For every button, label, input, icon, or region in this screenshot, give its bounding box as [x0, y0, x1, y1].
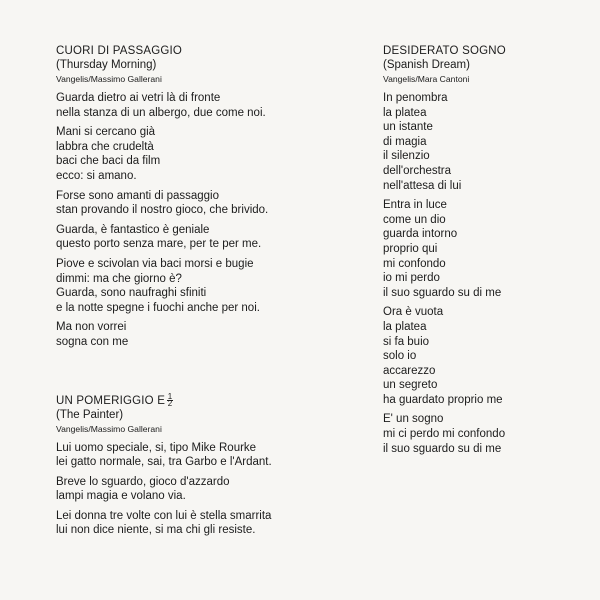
lyric-line: nell'attesa di lui	[383, 179, 462, 192]
lyric-line: la platea	[383, 106, 427, 119]
lyric-line: In penombra	[383, 92, 448, 104]
lyric-line: Entra in luce	[383, 199, 447, 212]
lyric-line: lampi magia e volano via.	[56, 490, 186, 503]
stanza	[383, 198, 583, 300]
left-column	[56, 44, 346, 543]
lyric-line: accarezzo	[383, 364, 436, 377]
lyric-line: questo porto senza mare, per te per me.	[56, 238, 262, 251]
song-subtitle: (Thursday Morning)	[56, 59, 157, 71]
lyric-line: e la notte spegne i fuochi anche per noi.	[56, 301, 260, 314]
lyric-line: nella stanza di un albergo, due come noi.	[56, 106, 266, 119]
song-title: CUORI DI PASSAGGIO	[56, 45, 183, 57]
lyric-line: la platea	[383, 320, 427, 333]
lyric-line: guarda intorno	[383, 228, 458, 241]
lyric-line: un istante	[383, 121, 433, 134]
stanza	[383, 305, 583, 407]
song-credits: Vangelis/Mara Cantoni	[383, 74, 470, 84]
song-subtitle: (Spanish Dream)	[383, 59, 470, 71]
stanza	[56, 257, 346, 315]
stanza	[56, 441, 346, 470]
stanza	[56, 320, 346, 349]
lyric-line: proprio qui	[383, 242, 438, 255]
lyric-line: Lui uomo speciale, si, tipo Mike Rourke	[56, 441, 257, 454]
lyric-line: Breve lo sguardo, gioco d'azzardo	[56, 475, 230, 488]
lyric-line: Ora è vuota	[383, 306, 444, 319]
lyric-line: di magia	[383, 135, 427, 148]
lyric-line: il suo sguardo su di me	[383, 286, 502, 299]
lyric-line: il suo sguardo su di me	[383, 442, 502, 455]
lyric-line: ecco: si amano.	[56, 169, 137, 182]
lyrics	[56, 91, 346, 350]
song-title: DESIDERATO SOGNO	[383, 45, 506, 57]
fraction-numerator: 1	[167, 391, 173, 401]
title-fraction	[167, 391, 173, 408]
lyric-line: mi confondo	[383, 257, 446, 270]
lyric-line: il silenzio	[383, 150, 430, 163]
fraction-denominator: 2	[167, 398, 173, 408]
lyric-line: dimmi: ma che giorno è?	[56, 272, 182, 285]
lyric-line: Piove e scivolan via baci morsi e bugie	[56, 257, 254, 270]
lyric-line: solo io	[383, 350, 417, 363]
song-title	[56, 391, 346, 408]
stanza	[56, 91, 346, 120]
right-column	[383, 44, 583, 461]
stanza	[56, 509, 346, 538]
song-cuori-di-passaggio	[56, 44, 346, 350]
lyric-line: Guarda, sono naufraghi sfiniti	[56, 287, 207, 300]
lyric-line: Guarda, è fantastico è geniale	[56, 223, 210, 236]
lyric-line: E' un sogno	[383, 413, 444, 426]
lyric-line: lui non dice niente, si ma chi gli resiste.	[56, 524, 256, 537]
song-un-pomeriggio	[56, 391, 346, 539]
lyric-line: come un dio	[383, 213, 446, 226]
lyrics	[383, 91, 583, 456]
lyric-line: Guarda dietro ai vetri là di fronte	[56, 92, 221, 104]
lyric-line: io mi perdo	[383, 272, 440, 285]
stanza	[56, 189, 346, 218]
lyric-line: Lei donna tre volte con lui è stella smarrita	[56, 509, 272, 522]
stanza	[56, 223, 346, 252]
song-title-text: UN POMERIGGIO E	[56, 394, 166, 407]
song-credits: Vangelis/Massimo Gallerani	[56, 74, 162, 84]
lyric-line: lei gatto normale, sai, tra Garbo e l'Ardant.	[56, 456, 272, 469]
stanza	[56, 475, 346, 504]
song-subtitle: (The Painter)	[56, 408, 124, 421]
lyric-line: si fa buio	[383, 335, 430, 348]
song-credits: Vangelis/Massimo Gallerani	[56, 423, 162, 434]
song-desiderato-sogno	[383, 44, 583, 456]
lyric-line: baci che baci da film	[56, 155, 161, 168]
lyrics	[56, 441, 346, 539]
stanza	[383, 412, 583, 456]
lyric-line: stan provando il nostro gioco, che brivido.	[56, 204, 269, 217]
lyric-line: un segreto	[383, 379, 438, 392]
lyric-line: dell'orchestra	[383, 164, 452, 177]
lyric-line: Forse sono amanti di passaggio	[56, 189, 220, 202]
lyric-line: labbra che crudeltà	[56, 140, 154, 153]
lyric-line: ha guardato proprio me	[383, 393, 503, 406]
lyric-line: Ma non vorrei	[56, 321, 127, 334]
lyric-line: Mani si cercano già	[56, 126, 156, 139]
lyric-line: mi ci perdo mi confondo	[383, 428, 506, 441]
stanza	[383, 91, 583, 193]
lyric-line: sogna con me	[56, 335, 129, 348]
stanza	[56, 125, 346, 183]
